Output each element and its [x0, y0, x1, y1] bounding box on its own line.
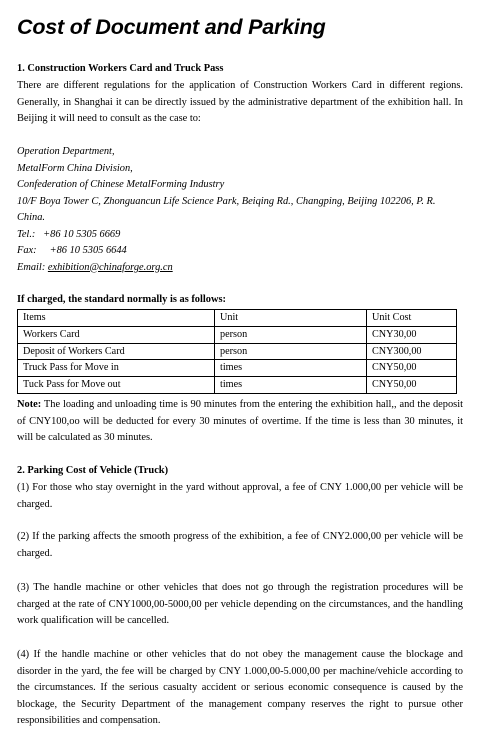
table-header-cell: Items: [18, 310, 215, 327]
fee-table: [17, 309, 457, 394]
table-cell: Deposit of Workers Card: [18, 343, 215, 360]
section2-heading: 2. Parking Cost of Vehicle (Truck): [17, 465, 169, 476]
table-row: [18, 377, 457, 394]
contact-email-line: [17, 260, 463, 277]
table-cell: times: [215, 377, 367, 394]
section1-heading: 1. Construction Workers Card and Truck Pass: [17, 63, 224, 74]
table-header-cell: Unit: [215, 310, 367, 327]
table-row: [18, 343, 457, 360]
table-cell: CNY30,00: [367, 326, 457, 343]
table-header-cell: Unit Cost: [367, 310, 457, 327]
table-row: [18, 360, 457, 377]
table-cell: person: [215, 343, 367, 360]
contact-tel: Tel.: +86 10 5305 6669: [17, 228, 121, 240]
table-row: [18, 326, 457, 343]
table-cell: Workers Card: [18, 326, 215, 343]
table-cell: CNY50,00: [367, 360, 457, 377]
table-cell: Truck Pass for Move in: [18, 360, 215, 377]
table-cell: person: [215, 326, 367, 343]
section2-paragraph-1: (1) For those who stay overnight in the yard without approval, a fee of CNY 1.000,00 per vehicle will be charged.: [17, 482, 463, 510]
table-cell: times: [215, 360, 367, 377]
email-label: Email:: [17, 261, 48, 273]
note-label: Note:: [17, 399, 42, 410]
section2-paragraph-4: (4) If the handle machine or other vehicles that do not obey the management cause the blockage and disorder in the yard, the fee will be charged by CNY 1.000,00-5.000,00 per machine/vehicle according to the circumstances. If the serious casualty accident or serious economic consequence is caused by the blockage, the Security Department of the management company reserves the right to pursue other responsibilities and compensation.: [17, 649, 463, 726]
table-header-row: [18, 310, 457, 327]
table-cell: CNY50,00: [367, 377, 457, 394]
contact-fax: Fax: +86 10 5305 6644: [17, 245, 127, 256]
email-link[interactable]: exhibition@chinaforge.org.cn: [47, 261, 173, 273]
contact-organization: Confederation of Chinese MetalForming Industry: [17, 179, 225, 190]
contact-department: Operation Department,: [17, 146, 115, 157]
section1-intro: There are different regulations for the application of Construction Workers Card in different regions. Generally, in Shanghai it can be directly issued by the administrative department of the exhibition hall. In Beijing it will need to consult as the case to:: [17, 80, 463, 124]
contact-division: MetalForm China Division,: [17, 162, 133, 174]
contact-address: 10/F Boya Tower C, Zhonguancun Life Science Park, Beiqing Rd., Changping, Beijing 102206, P. R. China.: [17, 195, 436, 223]
charge-heading: If charged, the standard normally is as follows:: [17, 294, 226, 305]
section2-paragraph-3: (3) The handle machine or other vehicles that does not go through the registration procedures will be charged at the rate of CNY1000,00-5000,00 per vehicle depending on the circumstances, and the handling work qualification will be cancelled.: [17, 582, 463, 626]
table-cell: CNY300,00: [367, 343, 457, 360]
page-title: Cost of Document and Parking: [17, 15, 326, 39]
contact-block: [17, 144, 463, 276]
table-cell: Tuck Pass for Move out: [18, 377, 215, 394]
note-text: The loading and unloading time is 90 minutes from the entering the exhibition hall,, and the deposit of CNY100,oo will be deducted for every 30 minutes of overtime. If the time is less than 30 minutes, it will be calculated as 30 minutes.: [17, 399, 463, 443]
note-paragraph: [17, 397, 463, 447]
section2-paragraph-2: (2) If the parking affects the smooth progress of the exhibition, a fee of CNY2.000,00 per vehicle will be charged.: [17, 531, 463, 559]
